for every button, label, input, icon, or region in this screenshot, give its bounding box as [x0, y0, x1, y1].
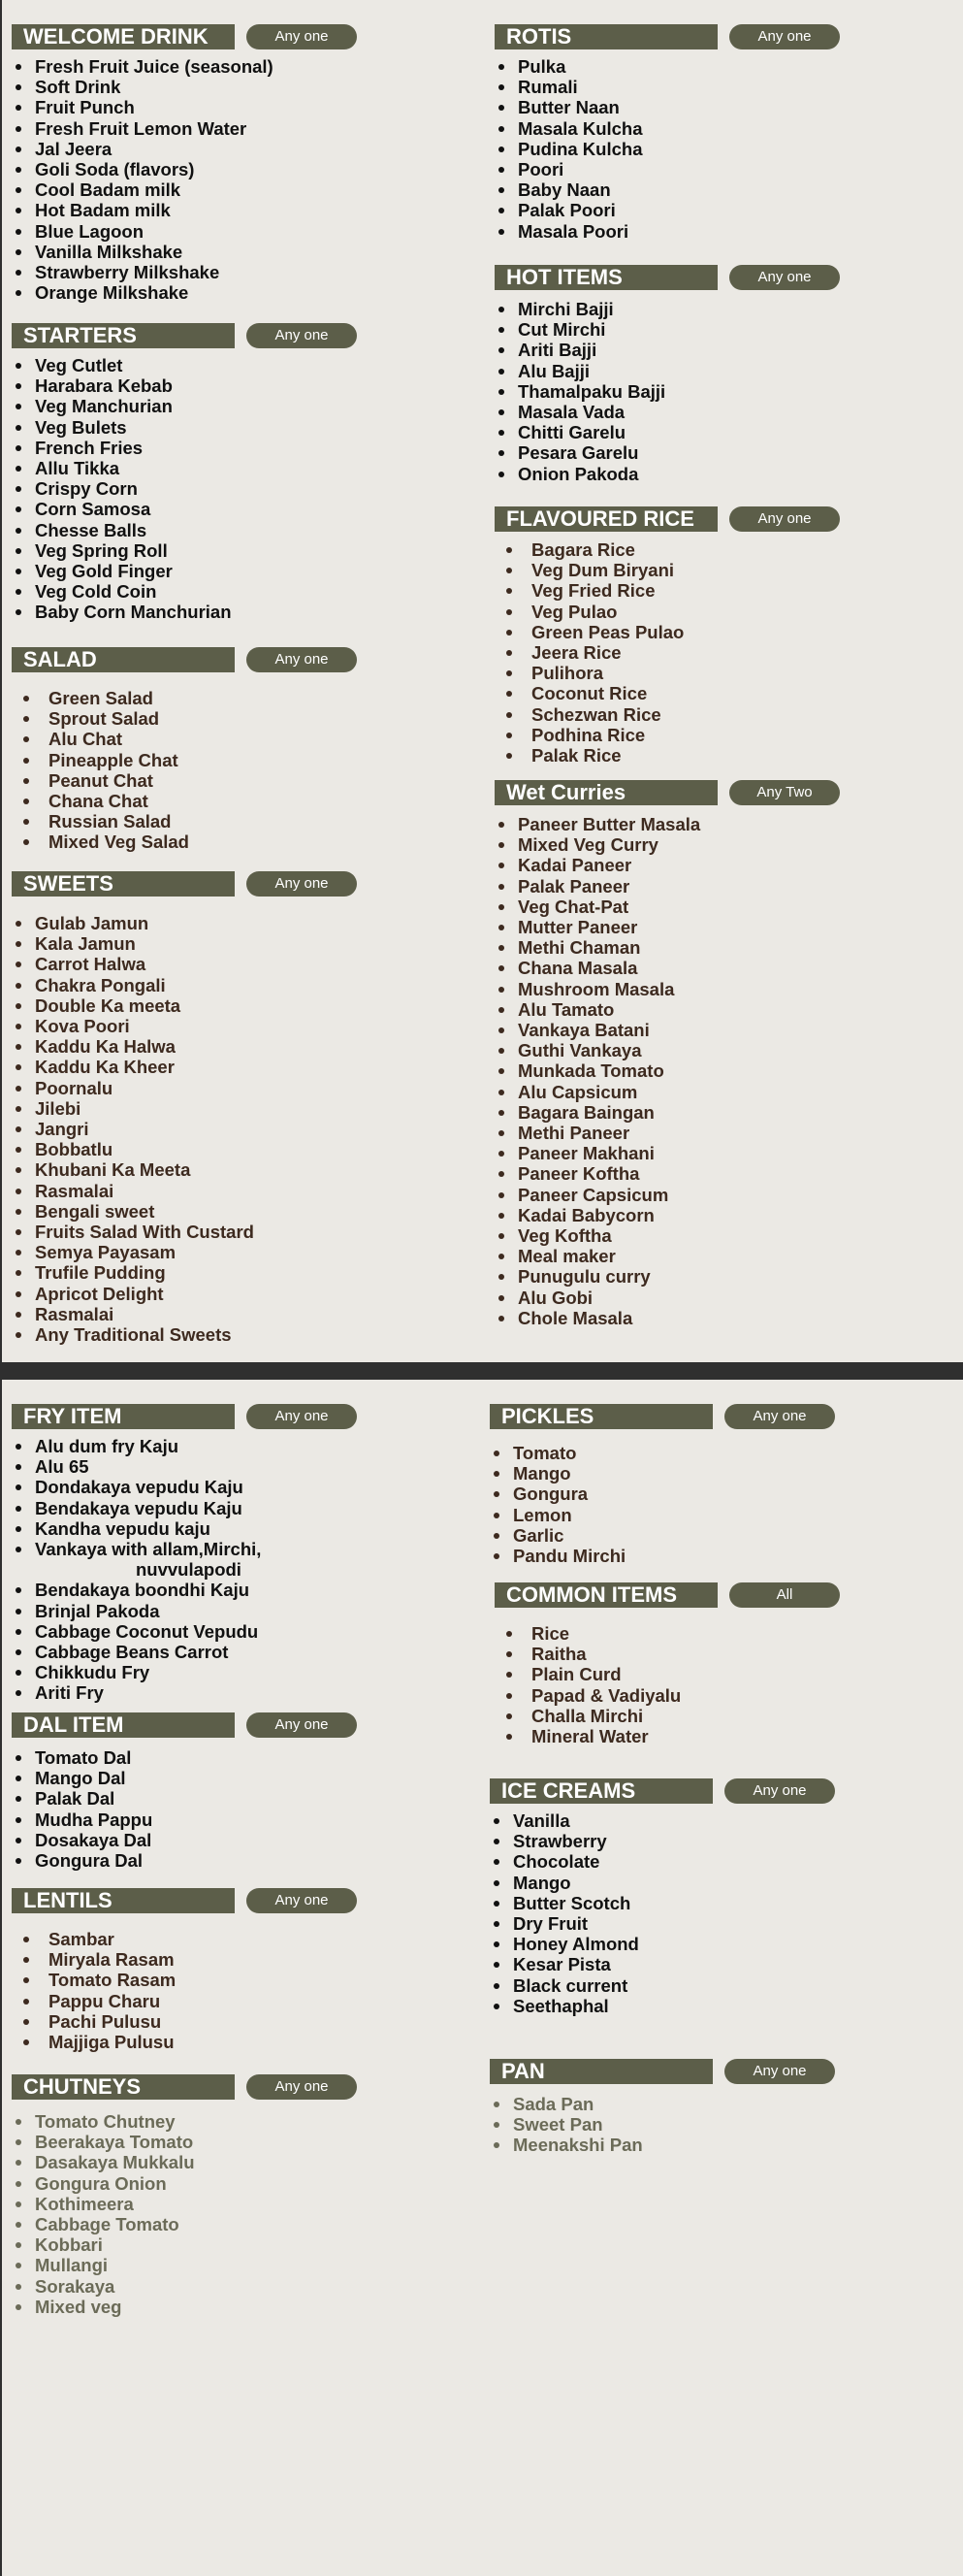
item-list	[12, 913, 357, 1345]
list-item: Ariti Fry	[12, 1682, 357, 1703]
list-item: Pappu Charu	[12, 1991, 357, 2011]
list-item: Peanut Chat	[12, 770, 357, 791]
item-list	[12, 2111, 357, 2317]
section-hot-items	[495, 265, 840, 484]
list-item: Methi Chaman	[495, 937, 840, 958]
list-item-line-2: nuvvulapodi	[136, 1559, 241, 1581]
item-list	[12, 355, 357, 623]
list-item: Pulihora	[495, 663, 840, 683]
list-item: Pachi Pulusu	[12, 2011, 357, 2032]
list-item: Kova Poori	[12, 1016, 357, 1036]
list-item: Veg Spring Roll	[12, 540, 357, 561]
list-item: Mineral Water	[495, 1726, 840, 1746]
list-item: Kala Jamun	[12, 933, 357, 954]
list-item: Sambar	[12, 1929, 357, 1949]
list-item: Semya Payasam	[12, 1242, 357, 1262]
list-item: Double Ka meeta	[12, 995, 357, 1016]
list-item: Paneer Butter Masala	[495, 814, 840, 834]
list-item: Chikkudu Fry	[12, 1662, 357, 1682]
list-item: Any Traditional Sweets	[12, 1324, 357, 1345]
list-item: Soft Drink	[12, 77, 357, 97]
list-item: Kaddu Ka Kheer	[12, 1057, 357, 1077]
list-item: Punugulu curry	[495, 1266, 840, 1287]
list-item: Tomato Dal	[12, 1747, 357, 1768]
list-item: Mullangi	[12, 2255, 357, 2275]
list-item: Dry Fruit	[490, 1913, 835, 1934]
list-item: Rumali	[495, 77, 840, 97]
item-list	[495, 539, 840, 766]
list-item: Mango	[490, 1463, 835, 1484]
list-item: Gongura	[490, 1484, 835, 1504]
list-item: Methi Paneer	[495, 1123, 840, 1143]
item-list	[495, 814, 840, 1328]
section-title: PAN	[490, 2059, 713, 2084]
list-item	[12, 1539, 357, 1580]
list-item: Poori	[495, 159, 840, 179]
section-title: LENTILS	[12, 1888, 235, 1913]
list-item: Butter Scotch	[490, 1893, 835, 1913]
item-list	[12, 688, 357, 853]
list-item: Hot Badam milk	[12, 200, 357, 220]
section-lentils	[12, 1888, 357, 2052]
list-item: Gulab Jamun	[12, 913, 357, 933]
list-item: Chole Masala	[495, 1308, 840, 1328]
list-item: Challa Mirchi	[495, 1706, 840, 1726]
section-title: CHUTNEYS	[12, 2074, 235, 2100]
choice-badge: Any one	[724, 1778, 835, 1804]
choice-badge: Any Two	[729, 780, 840, 805]
item-list	[490, 1443, 835, 1566]
list-item: Veg Pulao	[495, 602, 840, 622]
list-item: Pudina Kulcha	[495, 139, 840, 159]
list-item: Schezwan Rice	[495, 704, 840, 725]
list-item: Veg Manchurian	[12, 396, 357, 416]
section-title: STARTERS	[12, 323, 235, 348]
list-item: Tomato	[490, 1443, 835, 1463]
section-title: ICE CREAMS	[490, 1778, 713, 1804]
list-item: Chesse Balls	[12, 520, 357, 540]
list-item: Alu Capsicum	[495, 1082, 840, 1102]
choice-badge: Any one	[724, 2059, 835, 2084]
choice-badge: Any one	[729, 506, 840, 532]
list-item: Vanilla Milkshake	[12, 242, 357, 262]
list-item: Vankaya Batani	[495, 1020, 840, 1040]
list-item: Tomato Chutney	[12, 2111, 357, 2132]
list-item: Veg Chat-Pat	[495, 897, 840, 917]
list-item: Palak Rice	[495, 745, 840, 766]
list-item: Onion Pakoda	[495, 464, 840, 484]
section-ice-creams	[490, 1778, 835, 2016]
list-item: Ariti Bajji	[495, 340, 840, 360]
list-item: Chitti Garelu	[495, 422, 840, 442]
choice-badge: Any one	[246, 1404, 357, 1429]
list-item: Palak Paneer	[495, 876, 840, 897]
choice-badge: Any one	[246, 1888, 357, 1913]
list-item: Alu 65	[12, 1456, 357, 1477]
section-title: WELCOME DRINK	[12, 24, 235, 49]
section-chutneys	[12, 2074, 357, 2317]
list-item: Cabbage Coconut Vepudu	[12, 1621, 357, 1642]
item-list	[490, 2094, 835, 2156]
list-item: Veg Gold Finger	[12, 561, 357, 581]
list-item: Bendakaya vepudu Kaju	[12, 1498, 357, 1518]
menu-page-2	[2, 1380, 963, 2576]
list-item: Coconut Rice	[495, 683, 840, 703]
list-item: Veg Fried Rice	[495, 580, 840, 601]
list-item: Meenakshi Pan	[490, 2135, 835, 2155]
list-item: Fresh Fruit Lemon Water	[12, 118, 357, 139]
list-item: Guthi Vankaya	[495, 1040, 840, 1060]
list-item: Sorakaya	[12, 2276, 357, 2297]
list-item: Chana Masala	[495, 958, 840, 978]
list-item: Kaddu Ka Halwa	[12, 1036, 357, 1057]
list-item: Thamalpaku Bajji	[495, 381, 840, 402]
list-item: Goli Soda (flavors)	[12, 159, 357, 179]
item-list	[12, 1747, 357, 1871]
list-item: Masala Kulcha	[495, 118, 840, 139]
list-item: Cool Badam milk	[12, 179, 357, 200]
list-item: Tomato Rasam	[12, 1970, 357, 1990]
section-title: COMMON ITEMS	[495, 1582, 718, 1608]
list-item: Majjiga Pulusu	[12, 2032, 357, 2052]
list-item: Rice	[495, 1623, 840, 1644]
choice-badge: Any one	[246, 24, 357, 49]
list-item: Harabara Kebab	[12, 375, 357, 396]
list-item: Fruit Punch	[12, 97, 357, 117]
list-item: Bagara Rice	[495, 539, 840, 560]
item-list	[495, 1623, 840, 1746]
list-item-line-1: Vankaya with allam,Mirchi,	[35, 1539, 262, 1560]
list-item: Kobbari	[12, 2234, 357, 2255]
list-item: Butter Naan	[495, 97, 840, 117]
list-item: Chocolate	[490, 1851, 835, 1872]
list-item: Honey Almond	[490, 1934, 835, 1954]
list-item: Papad & Vadiyalu	[495, 1685, 840, 1706]
list-item: Seethaphal	[490, 1996, 835, 2016]
list-item: Masala Poori	[495, 221, 840, 242]
list-item: Pulka	[495, 56, 840, 77]
section-title: HOT ITEMS	[495, 265, 718, 290]
list-item: Chakra Pongali	[12, 975, 357, 995]
list-item: Bengali sweet	[12, 1201, 357, 1222]
list-item: Vanilla	[490, 1810, 835, 1831]
list-item: Black current	[490, 1975, 835, 1996]
section-welcome-drink	[12, 24, 357, 303]
section-title: DAL ITEM	[12, 1712, 235, 1738]
list-item: Miryala Rasam	[12, 1949, 357, 1970]
item-list	[495, 299, 840, 484]
list-item: Poornalu	[12, 1078, 357, 1098]
section-salad	[12, 647, 357, 853]
list-item: Bagara Baingan	[495, 1102, 840, 1123]
list-item: Veg Dum Biryani	[495, 560, 840, 580]
list-item: Kadai Paneer	[495, 855, 840, 875]
section-pan	[490, 2059, 835, 2156]
list-item: Corn Samosa	[12, 499, 357, 519]
list-item: Cabbage Beans Carrot	[12, 1642, 357, 1662]
list-item: Apricot Delight	[12, 1284, 357, 1304]
section-title: SWEETS	[12, 871, 235, 897]
list-item: Trufile Pudding	[12, 1262, 357, 1283]
section-title: PICKLES	[490, 1404, 713, 1429]
item-list	[490, 1810, 835, 2016]
list-item: Raitha	[495, 1644, 840, 1664]
list-item: Garlic	[490, 1525, 835, 1546]
list-item: Bobbatlu	[12, 1139, 357, 1159]
list-item: Alu Chat	[12, 729, 357, 749]
list-item: Dasakaya Mukkalu	[12, 2152, 357, 2172]
item-list	[12, 1929, 357, 2052]
section-sweets	[12, 871, 357, 1345]
list-item: Paneer Koftha	[495, 1163, 840, 1184]
section-dal-item	[12, 1712, 357, 1871]
list-item: Beerakaya Tomato	[12, 2132, 357, 2152]
list-item: Mutter Paneer	[495, 917, 840, 937]
section-starters	[12, 323, 357, 623]
choice-badge: Any one	[246, 871, 357, 897]
list-item: Masala Vada	[495, 402, 840, 422]
section-title: FLAVOURED RICE	[495, 506, 718, 532]
list-item: Dosakaya Dal	[12, 1830, 357, 1850]
list-item: Mirchi Bajji	[495, 299, 840, 319]
list-item: Chana Chat	[12, 791, 357, 811]
list-item: Alu Bajji	[495, 361, 840, 381]
list-item: Mushroom Masala	[495, 979, 840, 999]
list-item: Alu Gobi	[495, 1288, 840, 1308]
list-item: Paneer Capsicum	[495, 1185, 840, 1205]
list-item: Green Peas Pulao	[495, 622, 840, 642]
list-item: Kothimeera	[12, 2194, 357, 2214]
list-item: Pineapple Chat	[12, 750, 357, 770]
list-item: Cut Mirchi	[495, 319, 840, 340]
list-item: Mudha Pappu	[12, 1810, 357, 1830]
section-rotis	[495, 24, 840, 242]
list-item: Jilebi	[12, 1098, 357, 1119]
choice-badge: Any one	[724, 1404, 835, 1429]
list-item: Gongura Dal	[12, 1850, 357, 1871]
list-item: Podhina Rice	[495, 725, 840, 745]
list-item: Kesar Pista	[490, 1954, 835, 1974]
section-pickles	[490, 1404, 835, 1566]
list-item: Meal maker	[495, 1246, 840, 1266]
list-item: Alu dum fry Kaju	[12, 1436, 357, 1456]
menu-page-1	[2, 0, 963, 1362]
list-item: Russian Salad	[12, 811, 357, 831]
list-item: Lemon	[490, 1505, 835, 1525]
choice-badge: Any one	[246, 323, 357, 348]
list-item: Crispy Corn	[12, 478, 357, 499]
list-item: Jeera Rice	[495, 642, 840, 663]
list-item: Mango Dal	[12, 1768, 357, 1788]
list-item: Dondakaya vepudu Kaju	[12, 1477, 357, 1497]
list-item: Pandu Mirchi	[490, 1546, 835, 1566]
list-item: Jal Jeera	[12, 139, 357, 159]
list-item: Blue Lagoon	[12, 221, 357, 242]
list-item: Allu Tikka	[12, 458, 357, 478]
choice-badge: All	[729, 1582, 840, 1608]
list-item: Orange Milkshake	[12, 282, 357, 303]
section-flavoured-rice	[495, 506, 840, 766]
list-item: Palak Poori	[495, 200, 840, 220]
list-item: Mixed Veg Curry	[495, 834, 840, 855]
item-list	[495, 56, 840, 242]
list-item: Alu Tamato	[495, 999, 840, 1020]
list-item: Gongura Onion	[12, 2173, 357, 2194]
list-item: Rasmalai	[12, 1181, 357, 1201]
list-item: Baby Corn Manchurian	[12, 602, 357, 622]
section-fry-item	[12, 1404, 357, 1704]
list-item: Fruits Salad With Custard	[12, 1222, 357, 1242]
choice-badge: Any one	[246, 647, 357, 672]
list-item: Green Salad	[12, 688, 357, 708]
list-item: Sprout Salad	[12, 708, 357, 729]
choice-badge: Any one	[729, 265, 840, 290]
list-item: Sweet Pan	[490, 2114, 835, 2135]
list-item: Brinjal Pakoda	[12, 1601, 357, 1621]
list-item: Bendakaya boondhi Kaju	[12, 1580, 357, 1600]
list-item: Strawberry	[490, 1831, 835, 1851]
list-item: Kandha vepudu kaju	[12, 1518, 357, 1539]
list-item: Mixed Veg Salad	[12, 831, 357, 852]
list-item: Plain Curd	[495, 1664, 840, 1684]
list-item: French Fries	[12, 438, 357, 458]
list-item: Kadai Babycorn	[495, 1205, 840, 1225]
list-item: Khubani Ka Meeta	[12, 1159, 357, 1180]
list-item: Palak Dal	[12, 1788, 357, 1809]
list-item: Rasmalai	[12, 1304, 357, 1324]
list-item: Veg Koftha	[495, 1225, 840, 1246]
item-list	[12, 1436, 357, 1704]
choice-badge: Any one	[246, 2074, 357, 2100]
list-item: Munkada Tomato	[495, 1060, 840, 1081]
list-item: Sada Pan	[490, 2094, 835, 2114]
list-item: Mango	[490, 1873, 835, 1893]
list-item: Jangri	[12, 1119, 357, 1139]
section-common-items	[495, 1582, 840, 1746]
item-list	[12, 56, 357, 303]
choice-badge: Any one	[729, 24, 840, 49]
list-item: Cabbage Tomato	[12, 2214, 357, 2234]
list-item: Carrot Halwa	[12, 954, 357, 974]
list-item: Veg Cutlet	[12, 355, 357, 375]
section-wet-curries	[495, 780, 840, 1328]
list-item: Pesara Garelu	[495, 442, 840, 463]
list-item: Baby Naan	[495, 179, 840, 200]
list-item: Paneer Makhani	[495, 1143, 840, 1163]
section-title: Wet Curries	[495, 780, 718, 805]
list-item: Mixed veg	[12, 2297, 357, 2317]
section-title: FRY ITEM	[12, 1404, 235, 1429]
section-title: SALAD	[12, 647, 235, 672]
section-title: ROTIS	[495, 24, 718, 49]
list-item: Veg Cold Coin	[12, 581, 357, 602]
choice-badge: Any one	[246, 1712, 357, 1738]
list-item: Veg Bulets	[12, 417, 357, 438]
list-item: Fresh Fruit Juice (seasonal)	[12, 56, 357, 77]
list-item: Strawberry Milkshake	[12, 262, 357, 282]
